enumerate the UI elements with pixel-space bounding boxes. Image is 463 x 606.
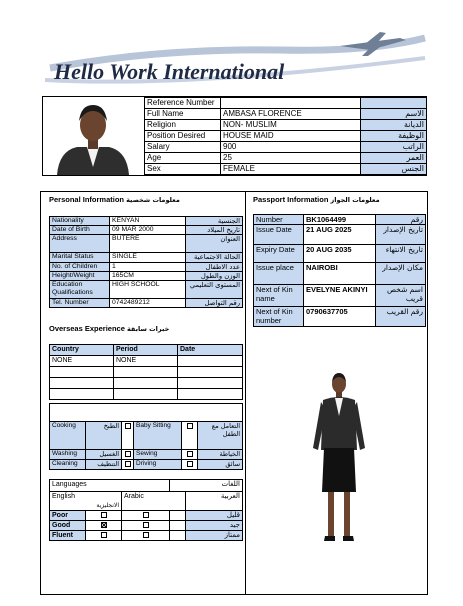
english-check-cell: [86, 521, 122, 531]
arabic-checkbox[interactable]: [143, 512, 149, 518]
overseas-cell: [178, 378, 243, 389]
personal-row: [50, 253, 243, 263]
left-column: [41, 192, 246, 594]
personal-value: 1: [110, 263, 186, 272]
skill-checkbox[interactable]: [187, 451, 193, 457]
overseas-cell: [114, 367, 178, 378]
summary-value: 900: [221, 142, 361, 153]
summary-label-ar: الجنس: [361, 164, 427, 175]
skill-checkbox[interactable]: [187, 461, 193, 467]
passport-label-ar: مكان الإصدار: [376, 263, 426, 285]
passport-row: [254, 215, 426, 225]
languages-title-row: [50, 480, 243, 492]
personal-label: Tel. Number: [50, 299, 110, 308]
passport-label-ar: رقم القريب: [376, 307, 426, 327]
language-level-label: Poor: [50, 511, 86, 521]
overseas-cell: [178, 389, 243, 400]
overseas-header-row: [50, 345, 243, 356]
personal-label-ar: العنوان: [186, 235, 243, 253]
personal-row: [50, 281, 243, 299]
summary-label-ar: الديانة: [361, 120, 427, 131]
overseas-row: [50, 356, 243, 367]
summary-label-ar: الوظيفة: [361, 131, 427, 142]
english-checkbox[interactable]: [101, 532, 107, 538]
details-frame: [40, 191, 428, 595]
personal-label-ar: تاريخ الميلاد: [186, 226, 243, 235]
arabic-checkbox[interactable]: [143, 522, 149, 528]
language-level-label: Good: [50, 521, 86, 531]
skill-row: [50, 450, 243, 460]
language-level-label-ar: ممتاز: [186, 531, 243, 541]
skill-checkbox[interactable]: [187, 423, 193, 429]
company-logo: [40, 28, 430, 94]
personal-info-heading: [49, 195, 180, 204]
skill-label: Baby Sitting: [134, 422, 182, 450]
personal-label-ar: رقم التواصل: [186, 299, 243, 308]
language-level-row: [50, 521, 243, 531]
languages-title: Languages: [50, 480, 170, 492]
passport-label: Next of Kin name: [254, 285, 304, 307]
spacer-cell: [170, 511, 186, 521]
personal-row: [50, 235, 243, 253]
summary-label-ar: العمر: [361, 153, 427, 164]
summary-row: [145, 120, 427, 131]
skill-checkbox[interactable]: [125, 461, 131, 467]
summary-value: HOUSE MAID: [221, 131, 361, 142]
spacer-cell: [170, 521, 186, 531]
language-level-label-ar: جيد: [186, 521, 243, 531]
skill-check-cell: [182, 460, 198, 470]
passport-row: [254, 225, 426, 245]
summary-label-ar: [361, 98, 427, 109]
skill-label-ar: الطبخ: [86, 422, 122, 450]
personal-label-ar: عدد الاطفال: [186, 263, 243, 272]
skill-row: [50, 422, 243, 450]
personal-label-ar: الجنسية: [186, 217, 243, 226]
passport-label: Issue place: [254, 263, 304, 285]
personal-row: [50, 299, 243, 308]
skill-label-ar: التنظيف: [86, 460, 122, 470]
passport-table: [253, 214, 425, 327]
overseas-row: [50, 378, 243, 389]
personal-label: Date of Birth: [50, 226, 110, 235]
skill-check-cell: [122, 422, 134, 450]
skill-check-cell: [122, 460, 134, 470]
skill-label: Washing: [50, 450, 86, 460]
full-body-image: [299, 370, 379, 548]
arabic-check-cell: [122, 511, 170, 521]
overseas-heading: [49, 324, 169, 333]
overseas-row: [50, 367, 243, 378]
passport-value: 20 AUG 2035: [304, 245, 376, 263]
languages-header-row: [50, 492, 243, 511]
passport-label: Next of Kin number: [254, 307, 304, 327]
passport-label: Number: [254, 215, 304, 225]
personal-label: Marital Status: [50, 253, 110, 263]
overseas-cell: NONE: [50, 356, 114, 367]
skill-check-cell: [182, 422, 198, 450]
summary-value: NON- MUSLIM: [221, 120, 361, 131]
summary-label: Full Name: [145, 109, 221, 120]
skill-label: Driving: [134, 460, 182, 470]
passport-value: EVELYNE AKINYI: [304, 285, 376, 307]
skills-table: [49, 403, 242, 470]
overseas-header: Date: [178, 345, 243, 356]
skill-label: Cleaning: [50, 460, 86, 470]
overseas-table: [49, 344, 242, 400]
skill-label-ar: التعامل مع الطفل: [198, 422, 243, 450]
languages-title-ar: اللغات: [170, 480, 243, 492]
personal-value: SINGLE: [110, 253, 186, 263]
english-label: English: [52, 493, 75, 500]
english-check-cell: [86, 531, 122, 541]
passport-title: Passport Information: [253, 195, 329, 204]
personal-value: 165CM: [110, 272, 186, 281]
personal-label: Height/Weight: [50, 272, 110, 281]
english-header: [50, 492, 122, 511]
passport-row: [254, 263, 426, 285]
personal-row: [50, 226, 243, 235]
personal-value: HIGH SCHOOL: [110, 281, 186, 299]
summary-label: Position Desired: [145, 131, 221, 142]
personal-row: [50, 217, 243, 226]
overseas-cell: NONE: [114, 356, 178, 367]
candidate-full-body-photo: [299, 370, 379, 548]
personal-label: Address: [50, 235, 110, 253]
skill-checkbox[interactable]: [125, 423, 131, 429]
summary-label: Sex: [145, 164, 221, 175]
personal-info-table: [49, 216, 242, 308]
skill-label: Cooking: [50, 422, 86, 450]
passport-label-ar: اسم شخص قريب: [376, 285, 426, 307]
summary-label-ar: الراتب: [361, 142, 427, 153]
passport-label: Expiry Date: [254, 245, 304, 263]
english-label-ar: الانجليزية: [96, 502, 119, 509]
english-checkbox[interactable]: [101, 512, 107, 518]
passport-title-ar: معلومات الجواز: [330, 196, 380, 204]
overseas-cell: [178, 367, 243, 378]
personal-row: [50, 263, 243, 272]
english-check-cell: [86, 511, 122, 521]
arabic-header: Arabic: [122, 492, 186, 511]
summary-table: [144, 97, 426, 175]
summary-row: [145, 98, 427, 109]
personal-info-title: Personal Information: [49, 195, 125, 204]
passport-heading: [253, 195, 380, 204]
logo-graphic: [40, 28, 430, 94]
skill-row: [50, 460, 243, 470]
candidate-portrait: [43, 97, 143, 175]
passport-label-ar: تاريخ الانتهاء: [376, 245, 426, 263]
candidate-summary: [42, 96, 427, 176]
summary-label-ar: الاسم: [361, 109, 427, 120]
personal-label: Nationality: [50, 217, 110, 226]
personal-value: 09 MAR 2000: [110, 226, 186, 235]
personal-label: No. of Children: [50, 263, 110, 272]
arabic-checkbox[interactable]: [143, 532, 149, 538]
skill-label-ar: الغسيل: [86, 450, 122, 460]
overseas-row: [50, 389, 243, 400]
language-level-row: [50, 511, 243, 521]
skill-label-ar: الخياطة: [198, 450, 243, 460]
logo-text: Hello Work International: [54, 59, 285, 84]
summary-row: [145, 153, 427, 164]
skills-spacer-row: [50, 404, 243, 422]
personal-value: KENYAN: [110, 217, 186, 226]
passport-label: Issue Date: [254, 225, 304, 245]
passport-value: 0790637705: [304, 307, 376, 327]
summary-row: [145, 131, 427, 142]
overseas-header: Country: [50, 345, 114, 356]
personal-value: 0742489212: [110, 299, 186, 308]
passport-label-ar: رقم: [376, 215, 426, 225]
skill-check-cell: [122, 450, 134, 460]
personal-label-ar: الحالة الاجتماعية: [186, 253, 243, 263]
summary-label: Age: [145, 153, 221, 164]
summary-row: [145, 142, 427, 153]
skill-label-ar: سائق: [198, 460, 243, 470]
overseas-cell: [50, 367, 114, 378]
overseas-header: Period: [114, 345, 178, 356]
languages-table: [49, 479, 242, 541]
personal-label: Education Qualifications: [50, 281, 110, 299]
passport-row: [254, 307, 426, 327]
personal-info-title-ar: معلومات شخصية: [126, 196, 180, 204]
skill-checkbox[interactable]: [125, 451, 131, 457]
right-column: [247, 192, 427, 594]
overseas-cell: [114, 378, 178, 389]
passport-value: BK1064499: [304, 215, 376, 225]
overseas-title-ar: خبرات سابقة: [126, 325, 170, 333]
passport-row: [254, 245, 426, 263]
overseas-cell: [114, 389, 178, 400]
personal-value: BUTERE: [110, 235, 186, 253]
summary-value: 25: [221, 153, 361, 164]
overseas-cell: [178, 356, 243, 367]
overseas-cell: [50, 389, 114, 400]
passport-label-ar: تاريخ الإصدار: [376, 225, 426, 245]
passport-value: NAIROBI: [304, 263, 376, 285]
summary-label: Salary: [145, 142, 221, 153]
personal-row: [50, 272, 243, 281]
spacer-cell: [170, 531, 186, 541]
personal-label-ar: المستوى التعليمي: [186, 281, 243, 299]
overseas-cell: [50, 378, 114, 389]
skills-spacer: [50, 404, 243, 422]
passport-value: 21 AUG 2025: [304, 225, 376, 245]
summary-row: [145, 164, 427, 175]
portrait-image: [43, 97, 143, 175]
summary-label: Religion: [145, 120, 221, 131]
summary-label: Reference Number: [145, 98, 221, 109]
arabic-header-ar: العربية: [186, 492, 243, 511]
language-level-row: [50, 531, 243, 541]
summary-row: [145, 109, 427, 120]
overseas-title: Overseas Experience: [49, 324, 125, 333]
english-checkbox[interactable]: [101, 522, 107, 528]
arabic-check-cell: [122, 531, 170, 541]
personal-label-ar: الوزن والطول: [186, 272, 243, 281]
language-level-label: Fluent: [50, 531, 86, 541]
summary-value: AMBASA FLORENCE: [221, 109, 361, 120]
skill-label: Sewing: [134, 450, 182, 460]
skill-check-cell: [182, 450, 198, 460]
summary-value: [221, 98, 361, 109]
arabic-check-cell: [122, 521, 170, 531]
summary-value: FEMALE: [221, 164, 361, 175]
language-level-label-ar: قليل: [186, 511, 243, 521]
passport-row: [254, 285, 426, 307]
